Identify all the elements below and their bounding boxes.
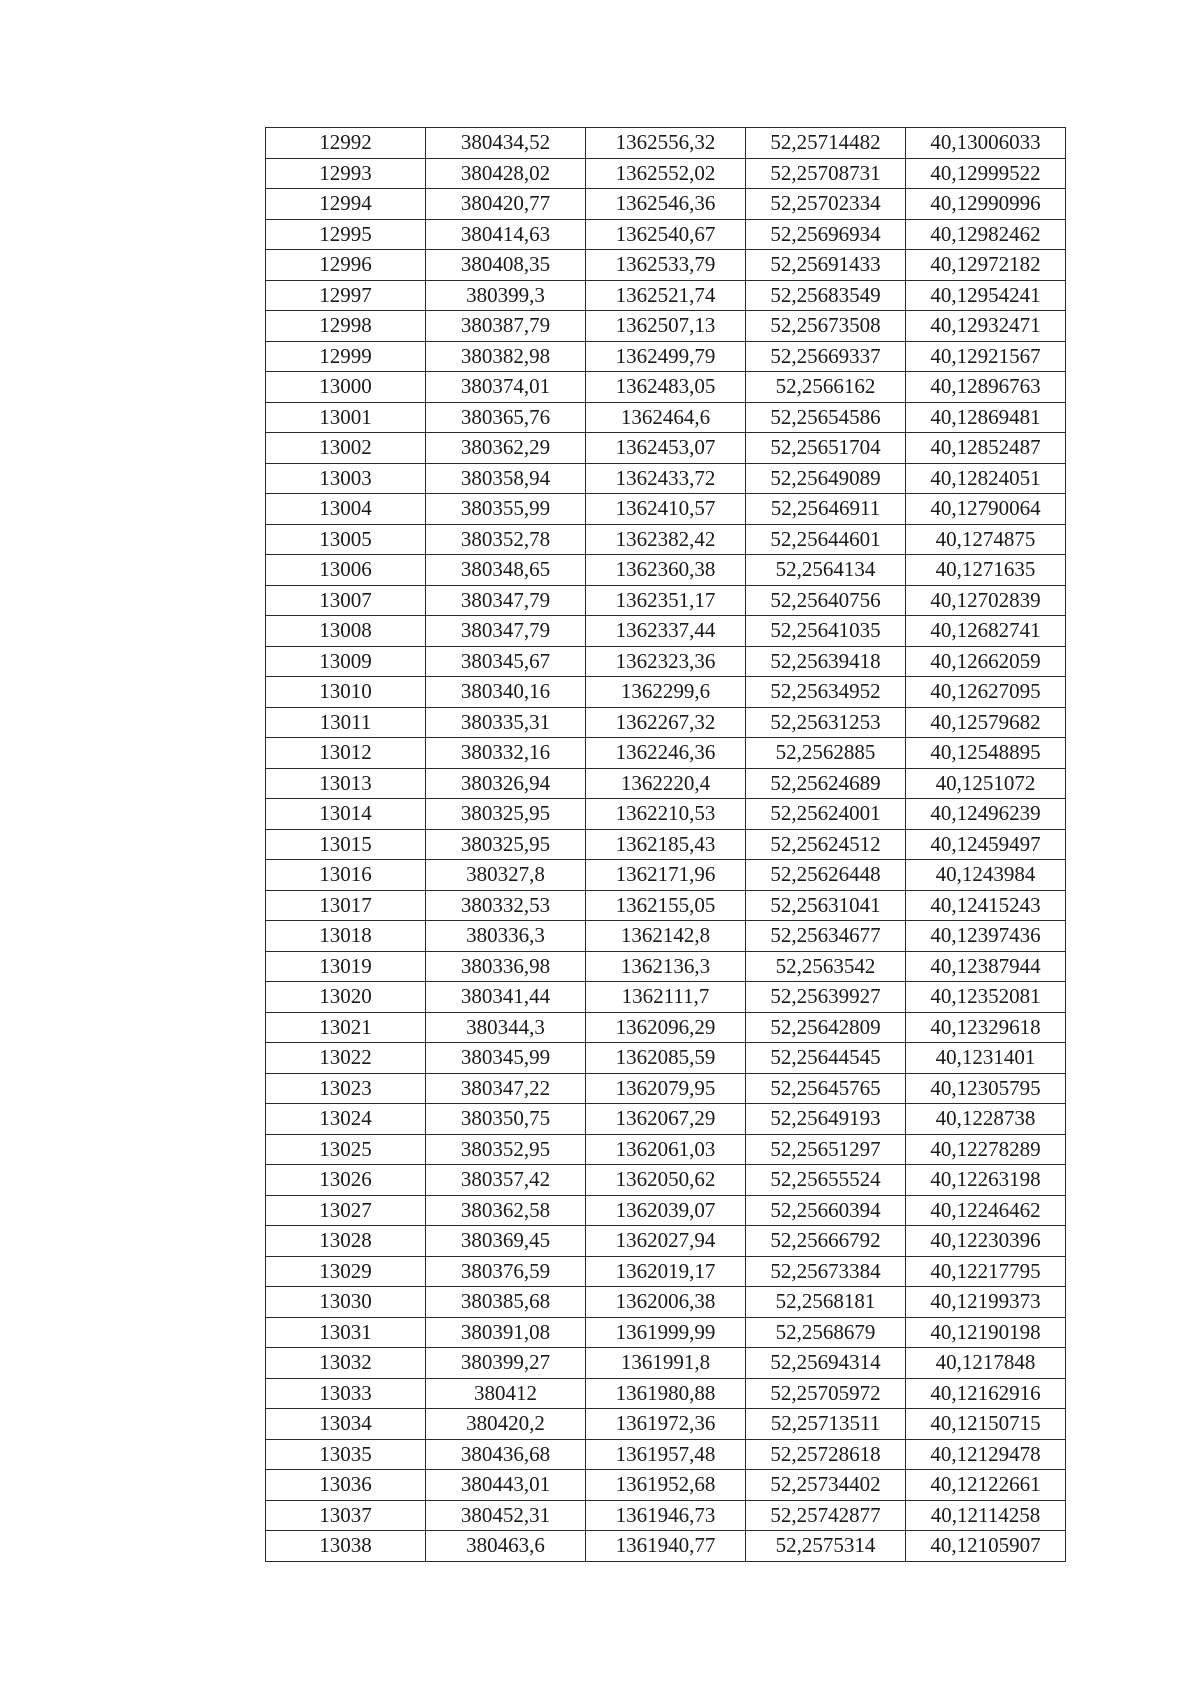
table-row xyxy=(266,1531,1066,1562)
longitude-cell: 40,12869481 xyxy=(906,402,1066,433)
latitude-cell: 52,25649089 xyxy=(746,463,906,494)
latitude-cell: 52,2564134 xyxy=(746,555,906,586)
point-number-cell: 13021 xyxy=(266,1012,426,1043)
table-row xyxy=(266,1348,1066,1379)
y-coordinate-cell: 1361980,88 xyxy=(586,1378,746,1409)
y-coordinate-cell: 1362096,29 xyxy=(586,1012,746,1043)
table-row xyxy=(266,799,1066,830)
point-number-cell: 13027 xyxy=(266,1195,426,1226)
longitude-cell: 40,12329618 xyxy=(906,1012,1066,1043)
longitude-cell: 40,1251072 xyxy=(906,768,1066,799)
y-coordinate-cell: 1362027,94 xyxy=(586,1226,746,1257)
point-number-cell: 13006 xyxy=(266,555,426,586)
latitude-cell: 52,25646911 xyxy=(746,494,906,525)
y-coordinate-cell: 1362410,57 xyxy=(586,494,746,525)
latitude-cell: 52,25634677 xyxy=(746,921,906,952)
y-coordinate-cell: 1362220,4 xyxy=(586,768,746,799)
latitude-cell: 52,25631253 xyxy=(746,707,906,738)
longitude-cell: 40,12387944 xyxy=(906,951,1066,982)
latitude-cell: 52,25708731 xyxy=(746,158,906,189)
longitude-cell: 40,12246462 xyxy=(906,1195,1066,1226)
y-coordinate-cell: 1362464,6 xyxy=(586,402,746,433)
point-number-cell: 12995 xyxy=(266,219,426,250)
x-coordinate-cell: 380436,68 xyxy=(426,1439,586,1470)
longitude-cell: 40,12972182 xyxy=(906,250,1066,281)
x-coordinate-cell: 380357,42 xyxy=(426,1165,586,1196)
x-coordinate-cell: 380347,79 xyxy=(426,585,586,616)
x-coordinate-cell: 380332,53 xyxy=(426,890,586,921)
table-row xyxy=(266,1409,1066,1440)
longitude-cell: 40,12199373 xyxy=(906,1287,1066,1318)
x-coordinate-cell: 380420,77 xyxy=(426,189,586,220)
longitude-cell: 40,12129478 xyxy=(906,1439,1066,1470)
y-coordinate-cell: 1361946,73 xyxy=(586,1500,746,1531)
table-row xyxy=(266,1073,1066,1104)
point-number-cell: 12998 xyxy=(266,311,426,342)
latitude-cell: 52,25639927 xyxy=(746,982,906,1013)
point-number-cell: 13015 xyxy=(266,829,426,860)
x-coordinate-cell: 380345,99 xyxy=(426,1043,586,1074)
x-coordinate-cell: 380341,44 xyxy=(426,982,586,1013)
table-row xyxy=(266,1104,1066,1135)
table-row xyxy=(266,677,1066,708)
point-number-cell: 13005 xyxy=(266,524,426,555)
y-coordinate-cell: 1362540,67 xyxy=(586,219,746,250)
longitude-cell: 40,12263198 xyxy=(906,1165,1066,1196)
longitude-cell: 40,12627095 xyxy=(906,677,1066,708)
point-number-cell: 13011 xyxy=(266,707,426,738)
latitude-cell: 52,25626448 xyxy=(746,860,906,891)
table-row xyxy=(266,1439,1066,1470)
latitude-cell: 52,25651704 xyxy=(746,433,906,464)
y-coordinate-cell: 1362079,95 xyxy=(586,1073,746,1104)
table-row xyxy=(266,616,1066,647)
longitude-cell: 40,12230396 xyxy=(906,1226,1066,1257)
latitude-cell: 52,25734402 xyxy=(746,1470,906,1501)
table-row xyxy=(266,1165,1066,1196)
point-number-cell: 13033 xyxy=(266,1378,426,1409)
point-number-cell: 13036 xyxy=(266,1470,426,1501)
point-number-cell: 13003 xyxy=(266,463,426,494)
latitude-cell: 52,2568679 xyxy=(746,1317,906,1348)
y-coordinate-cell: 1362453,07 xyxy=(586,433,746,464)
latitude-cell: 52,25631041 xyxy=(746,890,906,921)
longitude-cell: 40,12682741 xyxy=(906,616,1066,647)
table-row xyxy=(266,1500,1066,1531)
table-row xyxy=(266,372,1066,403)
x-coordinate-cell: 380382,98 xyxy=(426,341,586,372)
point-number-cell: 13025 xyxy=(266,1134,426,1165)
longitude-cell: 40,12896763 xyxy=(906,372,1066,403)
latitude-cell: 52,25705972 xyxy=(746,1378,906,1409)
y-coordinate-cell: 1362210,53 xyxy=(586,799,746,830)
x-coordinate-cell: 380325,95 xyxy=(426,829,586,860)
point-number-cell: 13020 xyxy=(266,982,426,1013)
latitude-cell: 52,25683549 xyxy=(746,280,906,311)
longitude-cell: 40,12278289 xyxy=(906,1134,1066,1165)
table-row xyxy=(266,433,1066,464)
longitude-cell: 40,12496239 xyxy=(906,799,1066,830)
table-row xyxy=(266,890,1066,921)
point-number-cell: 13023 xyxy=(266,1073,426,1104)
y-coordinate-cell: 1362337,44 xyxy=(586,616,746,647)
y-coordinate-cell: 1362061,03 xyxy=(586,1134,746,1165)
latitude-cell: 52,25644545 xyxy=(746,1043,906,1074)
point-number-cell: 13019 xyxy=(266,951,426,982)
table-row xyxy=(266,524,1066,555)
y-coordinate-cell: 1362533,79 xyxy=(586,250,746,281)
latitude-cell: 52,25654586 xyxy=(746,402,906,433)
x-coordinate-cell: 380358,94 xyxy=(426,463,586,494)
y-coordinate-cell: 1362039,07 xyxy=(586,1195,746,1226)
latitude-cell: 52,25624001 xyxy=(746,799,906,830)
x-coordinate-cell: 380362,29 xyxy=(426,433,586,464)
longitude-cell: 40,12662059 xyxy=(906,646,1066,677)
longitude-cell: 40,12122661 xyxy=(906,1470,1066,1501)
x-coordinate-cell: 380350,75 xyxy=(426,1104,586,1135)
y-coordinate-cell: 1361952,68 xyxy=(586,1470,746,1501)
x-coordinate-cell: 380414,63 xyxy=(426,219,586,250)
latitude-cell: 52,2562885 xyxy=(746,738,906,769)
table-row xyxy=(266,1043,1066,1074)
point-number-cell: 13000 xyxy=(266,372,426,403)
table-row xyxy=(266,707,1066,738)
point-number-cell: 13008 xyxy=(266,616,426,647)
latitude-cell: 52,25639418 xyxy=(746,646,906,677)
x-coordinate-cell: 380369,45 xyxy=(426,1226,586,1257)
y-coordinate-cell: 1362050,62 xyxy=(586,1165,746,1196)
point-number-cell: 13032 xyxy=(266,1348,426,1379)
x-coordinate-cell: 380434,52 xyxy=(426,128,586,159)
y-coordinate-cell: 1362382,42 xyxy=(586,524,746,555)
table-row xyxy=(266,494,1066,525)
longitude-cell: 40,12954241 xyxy=(906,280,1066,311)
latitude-cell: 52,25651297 xyxy=(746,1134,906,1165)
longitude-cell: 40,12459497 xyxy=(906,829,1066,860)
x-coordinate-cell: 380344,3 xyxy=(426,1012,586,1043)
longitude-cell: 40,12352081 xyxy=(906,982,1066,1013)
point-number-cell: 13010 xyxy=(266,677,426,708)
y-coordinate-cell: 1362171,96 xyxy=(586,860,746,891)
x-coordinate-cell: 380412 xyxy=(426,1378,586,1409)
table-row xyxy=(266,982,1066,1013)
y-coordinate-cell: 1362552,02 xyxy=(586,158,746,189)
latitude-cell: 52,25645765 xyxy=(746,1073,906,1104)
point-number-cell: 12999 xyxy=(266,341,426,372)
longitude-cell: 40,12579682 xyxy=(906,707,1066,738)
point-number-cell: 13022 xyxy=(266,1043,426,1074)
latitude-cell: 52,2568181 xyxy=(746,1287,906,1318)
latitude-cell: 52,25642809 xyxy=(746,1012,906,1043)
y-coordinate-cell: 1362546,36 xyxy=(586,189,746,220)
point-number-cell: 13034 xyxy=(266,1409,426,1440)
point-number-cell: 13030 xyxy=(266,1287,426,1318)
y-coordinate-cell: 1361957,48 xyxy=(586,1439,746,1470)
y-coordinate-cell: 1362067,29 xyxy=(586,1104,746,1135)
table-row xyxy=(266,555,1066,586)
latitude-cell: 52,25694314 xyxy=(746,1348,906,1379)
longitude-cell: 40,12415243 xyxy=(906,890,1066,921)
x-coordinate-cell: 380332,16 xyxy=(426,738,586,769)
longitude-cell: 40,12990996 xyxy=(906,189,1066,220)
coordinates-table-body xyxy=(266,128,1066,1562)
table-row xyxy=(266,768,1066,799)
table-row xyxy=(266,585,1066,616)
y-coordinate-cell: 1362267,32 xyxy=(586,707,746,738)
table-row xyxy=(266,341,1066,372)
y-coordinate-cell: 1362142,8 xyxy=(586,921,746,952)
table-row xyxy=(266,646,1066,677)
longitude-cell: 40,1217848 xyxy=(906,1348,1066,1379)
x-coordinate-cell: 380348,65 xyxy=(426,555,586,586)
longitude-cell: 40,1231401 xyxy=(906,1043,1066,1074)
latitude-cell: 52,25624689 xyxy=(746,768,906,799)
table-row xyxy=(266,860,1066,891)
longitude-cell: 40,12217795 xyxy=(906,1256,1066,1287)
point-number-cell: 13001 xyxy=(266,402,426,433)
y-coordinate-cell: 1362155,05 xyxy=(586,890,746,921)
longitude-cell: 40,12702839 xyxy=(906,585,1066,616)
longitude-cell: 40,12852487 xyxy=(906,433,1066,464)
point-number-cell: 13024 xyxy=(266,1104,426,1135)
table-row xyxy=(266,1256,1066,1287)
x-coordinate-cell: 380428,02 xyxy=(426,158,586,189)
table-row xyxy=(266,1226,1066,1257)
point-number-cell: 13016 xyxy=(266,860,426,891)
latitude-cell: 52,25666792 xyxy=(746,1226,906,1257)
longitude-cell: 40,12932471 xyxy=(906,311,1066,342)
y-coordinate-cell: 1362136,3 xyxy=(586,951,746,982)
table-row xyxy=(266,951,1066,982)
x-coordinate-cell: 380327,8 xyxy=(426,860,586,891)
table-row xyxy=(266,280,1066,311)
x-coordinate-cell: 380340,16 xyxy=(426,677,586,708)
point-number-cell: 12996 xyxy=(266,250,426,281)
table-row xyxy=(266,1195,1066,1226)
x-coordinate-cell: 380325,95 xyxy=(426,799,586,830)
latitude-cell: 52,25673384 xyxy=(746,1256,906,1287)
x-coordinate-cell: 380374,01 xyxy=(426,372,586,403)
x-coordinate-cell: 380391,08 xyxy=(426,1317,586,1348)
latitude-cell: 52,25669337 xyxy=(746,341,906,372)
point-number-cell: 13002 xyxy=(266,433,426,464)
point-number-cell: 13038 xyxy=(266,1531,426,1562)
y-coordinate-cell: 1362556,32 xyxy=(586,128,746,159)
y-coordinate-cell: 1362360,38 xyxy=(586,555,746,586)
x-coordinate-cell: 380399,3 xyxy=(426,280,586,311)
y-coordinate-cell: 1362433,72 xyxy=(586,463,746,494)
longitude-cell: 40,1243984 xyxy=(906,860,1066,891)
table-row xyxy=(266,1470,1066,1501)
point-number-cell: 13028 xyxy=(266,1226,426,1257)
table-row xyxy=(266,1317,1066,1348)
x-coordinate-cell: 380326,94 xyxy=(426,768,586,799)
table-row xyxy=(266,158,1066,189)
table-row xyxy=(266,829,1066,860)
latitude-cell: 52,25655524 xyxy=(746,1165,906,1196)
latitude-cell: 52,25624512 xyxy=(746,829,906,860)
x-coordinate-cell: 380352,78 xyxy=(426,524,586,555)
latitude-cell: 52,25713511 xyxy=(746,1409,906,1440)
longitude-cell: 40,12150715 xyxy=(906,1409,1066,1440)
longitude-cell: 40,12105907 xyxy=(906,1531,1066,1562)
y-coordinate-cell: 1362006,38 xyxy=(586,1287,746,1318)
table-row xyxy=(266,402,1066,433)
x-coordinate-cell: 380355,99 xyxy=(426,494,586,525)
table-row xyxy=(266,921,1066,952)
x-coordinate-cell: 380336,98 xyxy=(426,951,586,982)
y-coordinate-cell: 1362246,36 xyxy=(586,738,746,769)
table-row xyxy=(266,738,1066,769)
point-number-cell: 13018 xyxy=(266,921,426,952)
point-number-cell: 13007 xyxy=(266,585,426,616)
point-number-cell: 13012 xyxy=(266,738,426,769)
latitude-cell: 52,25691433 xyxy=(746,250,906,281)
y-coordinate-cell: 1361972,36 xyxy=(586,1409,746,1440)
latitude-cell: 52,25714482 xyxy=(746,128,906,159)
point-number-cell: 13014 xyxy=(266,799,426,830)
longitude-cell: 40,12162916 xyxy=(906,1378,1066,1409)
y-coordinate-cell: 1362507,13 xyxy=(586,311,746,342)
y-coordinate-cell: 1362521,74 xyxy=(586,280,746,311)
x-coordinate-cell: 380463,6 xyxy=(426,1531,586,1562)
longitude-cell: 40,12190198 xyxy=(906,1317,1066,1348)
longitude-cell: 40,13006033 xyxy=(906,128,1066,159)
point-number-cell: 12993 xyxy=(266,158,426,189)
y-coordinate-cell: 1362351,17 xyxy=(586,585,746,616)
latitude-cell: 52,25634952 xyxy=(746,677,906,708)
point-number-cell: 13035 xyxy=(266,1439,426,1470)
x-coordinate-cell: 380345,67 xyxy=(426,646,586,677)
longitude-cell: 40,12548895 xyxy=(906,738,1066,769)
table-row xyxy=(266,311,1066,342)
x-coordinate-cell: 380336,3 xyxy=(426,921,586,952)
x-coordinate-cell: 380408,35 xyxy=(426,250,586,281)
point-number-cell: 13031 xyxy=(266,1317,426,1348)
table-row xyxy=(266,250,1066,281)
latitude-cell: 52,25728618 xyxy=(746,1439,906,1470)
y-coordinate-cell: 1362085,59 xyxy=(586,1043,746,1074)
x-coordinate-cell: 380362,58 xyxy=(426,1195,586,1226)
latitude-cell: 52,25649193 xyxy=(746,1104,906,1135)
longitude-cell: 40,12824051 xyxy=(906,463,1066,494)
point-number-cell: 12994 xyxy=(266,189,426,220)
x-coordinate-cell: 380335,31 xyxy=(426,707,586,738)
point-number-cell: 13029 xyxy=(266,1256,426,1287)
table-row xyxy=(266,1287,1066,1318)
longitude-cell: 40,12921567 xyxy=(906,341,1066,372)
latitude-cell: 52,2566162 xyxy=(746,372,906,403)
longitude-cell: 40,1228738 xyxy=(906,1104,1066,1135)
y-coordinate-cell: 1361999,99 xyxy=(586,1317,746,1348)
y-coordinate-cell: 1362323,36 xyxy=(586,646,746,677)
longitude-cell: 40,12790064 xyxy=(906,494,1066,525)
y-coordinate-cell: 1362019,17 xyxy=(586,1256,746,1287)
point-number-cell: 13009 xyxy=(266,646,426,677)
table-row xyxy=(266,189,1066,220)
latitude-cell: 52,2575314 xyxy=(746,1531,906,1562)
latitude-cell: 52,25673508 xyxy=(746,311,906,342)
longitude-cell: 40,12114258 xyxy=(906,1500,1066,1531)
coordinates-table xyxy=(265,127,1066,1562)
table-row xyxy=(266,128,1066,159)
table-row xyxy=(266,1134,1066,1165)
point-number-cell: 13017 xyxy=(266,890,426,921)
x-coordinate-cell: 380347,79 xyxy=(426,616,586,647)
x-coordinate-cell: 380352,95 xyxy=(426,1134,586,1165)
point-number-cell: 13026 xyxy=(266,1165,426,1196)
latitude-cell: 52,25640756 xyxy=(746,585,906,616)
y-coordinate-cell: 1361940,77 xyxy=(586,1531,746,1562)
y-coordinate-cell: 1362111,7 xyxy=(586,982,746,1013)
longitude-cell: 40,12999522 xyxy=(906,158,1066,189)
latitude-cell: 52,25696934 xyxy=(746,219,906,250)
point-number-cell: 13013 xyxy=(266,768,426,799)
latitude-cell: 52,25641035 xyxy=(746,616,906,647)
latitude-cell: 52,25702334 xyxy=(746,189,906,220)
x-coordinate-cell: 380365,76 xyxy=(426,402,586,433)
x-coordinate-cell: 380387,79 xyxy=(426,311,586,342)
y-coordinate-cell: 1362185,43 xyxy=(586,829,746,860)
longitude-cell: 40,1274875 xyxy=(906,524,1066,555)
table-row xyxy=(266,1012,1066,1043)
x-coordinate-cell: 380376,59 xyxy=(426,1256,586,1287)
point-number-cell: 12992 xyxy=(266,128,426,159)
latitude-cell: 52,25644601 xyxy=(746,524,906,555)
x-coordinate-cell: 380452,31 xyxy=(426,1500,586,1531)
y-coordinate-cell: 1361991,8 xyxy=(586,1348,746,1379)
latitude-cell: 52,2563542 xyxy=(746,951,906,982)
x-coordinate-cell: 380420,2 xyxy=(426,1409,586,1440)
longitude-cell: 40,12397436 xyxy=(906,921,1066,952)
latitude-cell: 52,25742877 xyxy=(746,1500,906,1531)
x-coordinate-cell: 380399,27 xyxy=(426,1348,586,1379)
point-number-cell: 13004 xyxy=(266,494,426,525)
y-coordinate-cell: 1362499,79 xyxy=(586,341,746,372)
x-coordinate-cell: 380385,68 xyxy=(426,1287,586,1318)
table-row xyxy=(266,219,1066,250)
longitude-cell: 40,12982462 xyxy=(906,219,1066,250)
latitude-cell: 52,25660394 xyxy=(746,1195,906,1226)
x-coordinate-cell: 380443,01 xyxy=(426,1470,586,1501)
longitude-cell: 40,12305795 xyxy=(906,1073,1066,1104)
y-coordinate-cell: 1362483,05 xyxy=(586,372,746,403)
point-number-cell: 12997 xyxy=(266,280,426,311)
x-coordinate-cell: 380347,22 xyxy=(426,1073,586,1104)
point-number-cell: 13037 xyxy=(266,1500,426,1531)
table-row xyxy=(266,1378,1066,1409)
longitude-cell: 40,1271635 xyxy=(906,555,1066,586)
table-row xyxy=(266,463,1066,494)
y-coordinate-cell: 1362299,6 xyxy=(586,677,746,708)
